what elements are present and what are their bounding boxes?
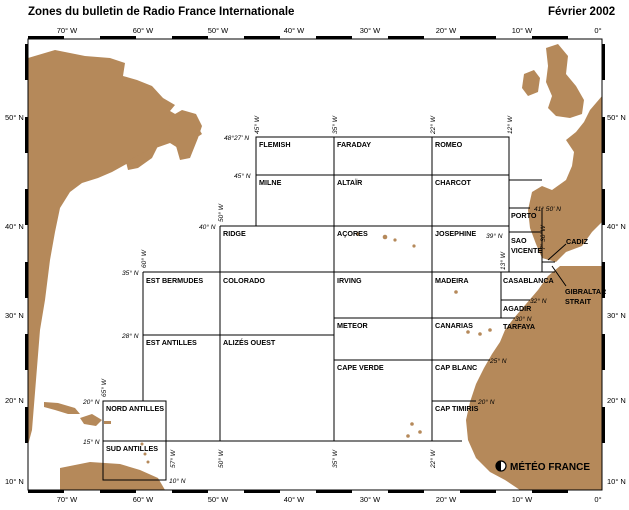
bottom-tick-0: 0° [594,495,602,504]
label-lon-22w-top: 22° W [430,115,437,134]
label-lon-60w: 60° W [141,249,148,268]
bottom-tick-10w: 10° W [511,495,533,504]
bottom-tick-50w: 50° W [207,495,229,504]
zone-milne: MILNE [259,178,282,187]
zone-alizes-ouest: ALIZÉS OUEST [223,338,276,347]
top-tick-40w: 40° W [283,26,305,35]
zone-sao-vicente-line1: SAO [511,236,527,245]
zone-colorado: COLORADO [223,276,265,285]
label-lat-15n: 15° N [83,439,100,446]
label-lon-57w: 57° W [170,449,177,468]
bottom-tick-70w: 70° W [56,495,78,504]
zone-porto: PORTO [511,211,537,220]
land-azores-2 [383,235,388,240]
label-lat-20n: 20° N [83,399,100,406]
left-tick-10n: 10° N [5,477,24,486]
right-tick-10n: 10° N [607,477,626,486]
land-cape-verde-1 [410,422,414,426]
label-lon-35w-top: 35° W [332,115,339,134]
zone-altair: ALTAÏR [337,178,363,187]
top-tick-30w: 30° W [359,26,381,35]
map-date: Février 2002 [548,6,616,18]
land-canarias-1 [466,330,470,334]
land-canarias-2 [478,332,482,336]
label-lon-50w: 50° W [218,203,225,222]
zone-nord-antilles: NORD ANTILLES [106,404,165,413]
label-lat-41-50n: 41° 50' N [534,206,561,213]
right-tick-40n: 40° N [607,222,626,231]
top-tick-50w: 50° W [207,26,229,35]
zone-madeira: MADEIRA [435,276,469,285]
label-lon-50w-bottom: 50° W [218,449,225,468]
label-lat-20n-coast: 20° N [478,399,495,406]
bottom-axis-labels [57,495,602,504]
label-lat-25n: 25° N [490,358,507,365]
right-tick-30n: 30° N [607,311,626,320]
right-tick-20n: 20° N [607,396,626,405]
zone-canarias: CANARIAS [435,321,473,330]
label-lat-32n: 32° N [530,298,547,305]
label-lat-45n: 45° N [234,173,251,180]
zone-ridge: RIDGE [223,229,246,238]
left-tick-40n: 40° N [5,222,24,231]
zone-irving: IRVING [337,276,362,285]
zone-faraday: FARADAY [337,140,372,149]
logo-text: MÉTÉO FRANCE [510,462,590,473]
zone-romeo: ROMEO [435,140,463,149]
zone-est-antilles: EST ANTILLES [146,338,197,347]
left-tick-30n: 30° N [5,311,24,320]
label-lon-7-30w: 7° 30' W [540,225,547,250]
zone-sud-antilles: SUD ANTILLES [106,444,159,453]
top-tick-20w: 20° W [435,26,457,35]
land-cape-verde-2 [418,430,422,434]
zone-cap-blanc: CAP BLANC [435,363,478,372]
bottom-tick-60w: 60° W [132,495,154,504]
label-lon-45w: 45° W [254,115,261,134]
zone-cape-verde: CAPE VERDE [337,363,384,372]
label-lat-28n: 28° N [122,333,139,340]
top-tick-60w: 60° W [132,26,154,35]
zone-agadir: AGADIR [503,304,532,313]
land-cape-verde-3 [406,434,410,438]
zone-cap-timiris: CAP TIMIRIS [435,404,479,413]
label-lon-12w: 12° W [507,115,514,134]
zone-gibraltar-line1: GIBRALTAR [565,287,607,296]
zone-acores: AÇORES [337,229,368,238]
left-tick-50n: 50° N [5,113,24,122]
zone-casablanca: CASABLANCA [503,276,554,285]
bottom-tick-40w: 40° W [283,495,305,504]
top-axis-labels [57,26,602,35]
zone-tarfaya: TARFAYA [503,322,536,331]
bottom-tick-30w: 30° W [359,495,381,504]
meteo-france-logo [496,460,590,473]
zone-charcot: CHARCOT [435,178,471,187]
map-title: Zones du bulletin de Radio France Internationale [28,6,295,18]
label-lat-40n: 40° N [199,224,216,231]
zone-cadiz: CADIZ [566,237,588,246]
left-axis-labels [5,113,24,486]
right-axis-labels [607,113,626,486]
top-tick-10w: 10° W [511,26,533,35]
label-lon-22w-bottom: 22° W [430,449,437,468]
label-lat-48-27n: 48°27' N [224,135,250,142]
land-canarias-3 [488,328,492,332]
right-tick-50n: 50° N [607,113,626,122]
zone-est-bermudes: EST BERMUDES [146,276,204,285]
top-tick-70w: 70° W [56,26,78,35]
zone-sao-vicente-line2: VICENTE [511,246,543,255]
zone-flemish: FLEMISH [259,140,291,149]
land-puerto-rico [104,421,111,424]
zone-josephine: JOSEPHINE [435,229,477,238]
land-azores-3 [393,238,396,241]
land-madeira [454,290,458,294]
zone-gibraltar-line2: STRAIT [565,297,591,306]
label-lat-35n: 35° N [122,270,139,277]
top-tick-0: 0° [594,26,602,35]
label-lon-65w: 65° W [101,378,108,397]
bottom-tick-20w: 20° W [435,495,457,504]
label-lon-35w-bottom: 35° W [332,449,339,468]
left-tick-20n: 20° N [5,396,24,405]
label-lon-13w: 13° W [500,251,507,270]
label-lat-30n: 30° N [515,316,532,323]
label-lat-10n: 10° N [169,478,186,485]
land-azores-4 [412,244,415,247]
land-antilles-3 [147,461,150,464]
label-lat-39n: 39° N [486,233,503,240]
zone-meteor: METEOR [337,321,368,330]
